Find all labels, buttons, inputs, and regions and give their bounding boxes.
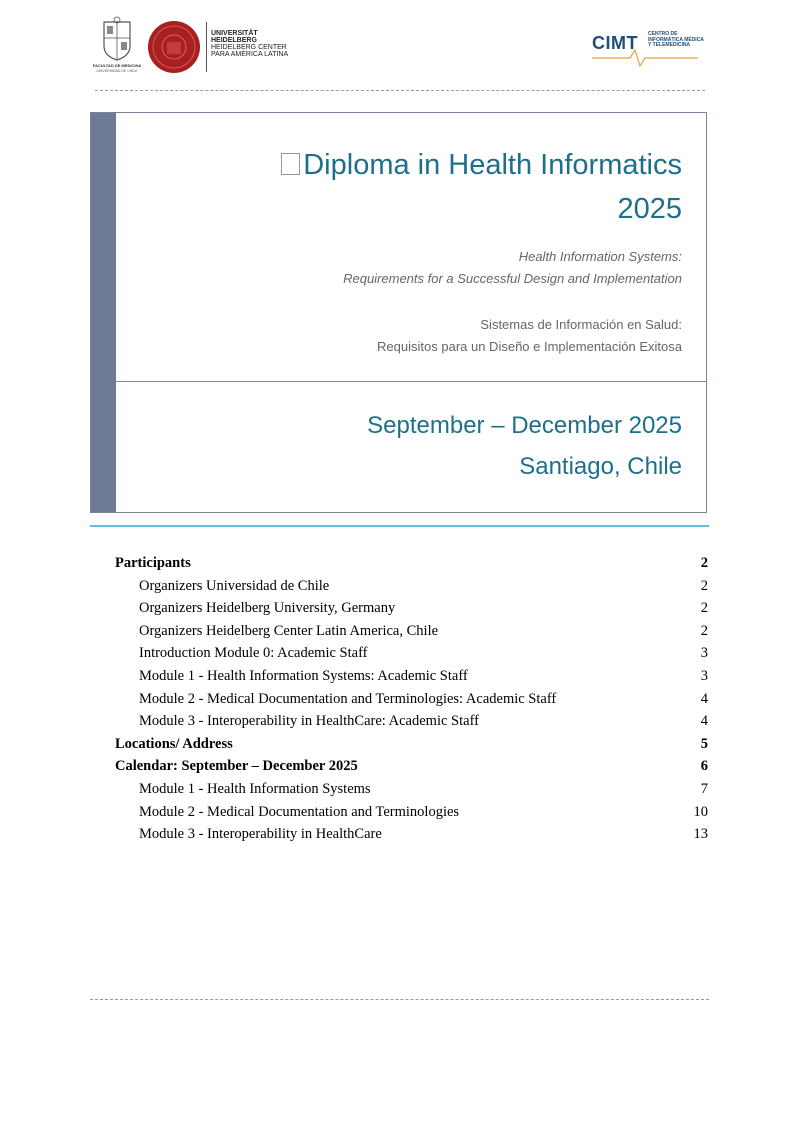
course-dates: September – December 2025 — [367, 412, 682, 439]
toc-page-number: 4 — [700, 713, 708, 730]
cover-bottom-rule — [90, 525, 709, 527]
svg-text:FACULTAD DE MEDICINA: FACULTAD DE MEDICINA — [92, 63, 142, 68]
heidelberg-seal-icon — [147, 20, 201, 74]
toc-page-number: 13 — [693, 826, 708, 843]
title-line-2: 2025 — [617, 193, 682, 225]
toc-page-number: 2 — [700, 555, 708, 571]
heidelberg-line: HEIDELBERG CENTER — [211, 44, 287, 51]
toc-entry-label: Module 3 - Interoperability in HealthCare — [139, 826, 382, 843]
toc-subsection[interactable] — [115, 778, 708, 801]
heidelberg-logo-text — [211, 30, 288, 58]
toc-subsection[interactable] — [115, 710, 708, 733]
header-separator — [95, 90, 705, 91]
toc-entry-label: Organizers Heidelberg University, Germany — [139, 600, 396, 617]
toc-entry-label: Module 1 - Health Information Systems: Academic Staff — [139, 667, 468, 684]
table-of-contents — [115, 552, 708, 846]
toc-entry-label: Participants — [115, 555, 191, 571]
footer-separator — [90, 999, 709, 1000]
toc-page-number: 2 — [700, 577, 708, 594]
cover-divider — [116, 381, 706, 382]
cover-side-bar — [91, 113, 116, 512]
course-location: Santiago, Chile — [519, 453, 682, 480]
toc-subsection[interactable] — [115, 575, 708, 598]
toc-subsection[interactable] — [115, 597, 708, 620]
toc-subsection[interactable] — [115, 620, 708, 643]
toc-entry-label: Module 1 - Health Information Systems — [139, 780, 371, 797]
heidelberg-line: HEIDELBERG — [211, 37, 257, 44]
toc-entry-label: Introduction Module 0: Academic Staff — [139, 645, 368, 662]
logo-divider — [206, 22, 207, 72]
cimt-logo-word: CIMT — [592, 33, 638, 53]
toc-page-number: 3 — [700, 645, 708, 662]
toc-entry-label: Module 2 - Medical Documentation and Terminologies — [139, 803, 460, 820]
svg-text:UNIVERSIDAD DE CHILE: UNIVERSIDAD DE CHILE — [96, 69, 138, 73]
toc-section[interactable] — [115, 552, 708, 575]
toc-page-number: 3 — [700, 667, 708, 684]
toc-subsection[interactable] — [115, 665, 708, 688]
toc-section[interactable] — [115, 733, 708, 756]
toc-entry-label: Organizers Universidad de Chile — [139, 577, 330, 594]
subtitle-spanish: Sistemas de Información en Salud: Requisitos para un Diseño e Implementación Exitosa — [377, 317, 682, 354]
cimt-logo-icon — [590, 28, 700, 68]
toc-subsection[interactable] — [115, 688, 708, 711]
toc-page-number: 2 — [700, 600, 708, 617]
cover-box — [90, 112, 707, 513]
heidelberg-line: PARA AMÉRICA LATINA — [211, 51, 289, 58]
toc-page-number: 6 — [700, 758, 708, 775]
cimt-logo-subtitle: CENTRO DE INFORMÁTICA MÉDICA Y TELEMEDICINA — [648, 31, 704, 48]
toc-section[interactable] — [115, 755, 708, 778]
toc-subsection[interactable] — [115, 642, 708, 665]
date-location — [367, 405, 682, 487]
toc-entry-label: Module 2 - Medical Documentation and Terminologies: Academic Staff — [139, 690, 557, 707]
toc-subsection[interactable] — [115, 823, 708, 846]
university-crest-icon — [92, 16, 142, 74]
title-line-1: Diploma in Health Informatics — [303, 149, 682, 181]
toc-entry-label: Organizers Heidelberg Center Latin America, Chile — [139, 622, 439, 639]
toc-entry-label: Locations/ Address — [115, 735, 233, 752]
toc-page-number: 7 — [700, 780, 708, 797]
toc-page-number: 2 — [700, 622, 708, 639]
document-title — [281, 143, 682, 231]
toc-subsection[interactable] — [115, 801, 708, 824]
toc-entry-label: Module 3 - Interoperability in HealthCare: Academic Staff — [139, 713, 479, 730]
toc-entry-label: Calendar: September – December 2025 — [115, 758, 358, 775]
subtitle-english: Health Information Systems: Requirements for a Successful Design and Implementation — [343, 249, 682, 286]
toc-page-number: 5 — [700, 735, 708, 752]
toc-page-number: 4 — [700, 690, 708, 707]
heidelberg-line: UNIVERSITÄT — [211, 30, 258, 37]
missing-glyph-icon — [281, 153, 300, 175]
toc-page-number: 10 — [693, 803, 708, 820]
